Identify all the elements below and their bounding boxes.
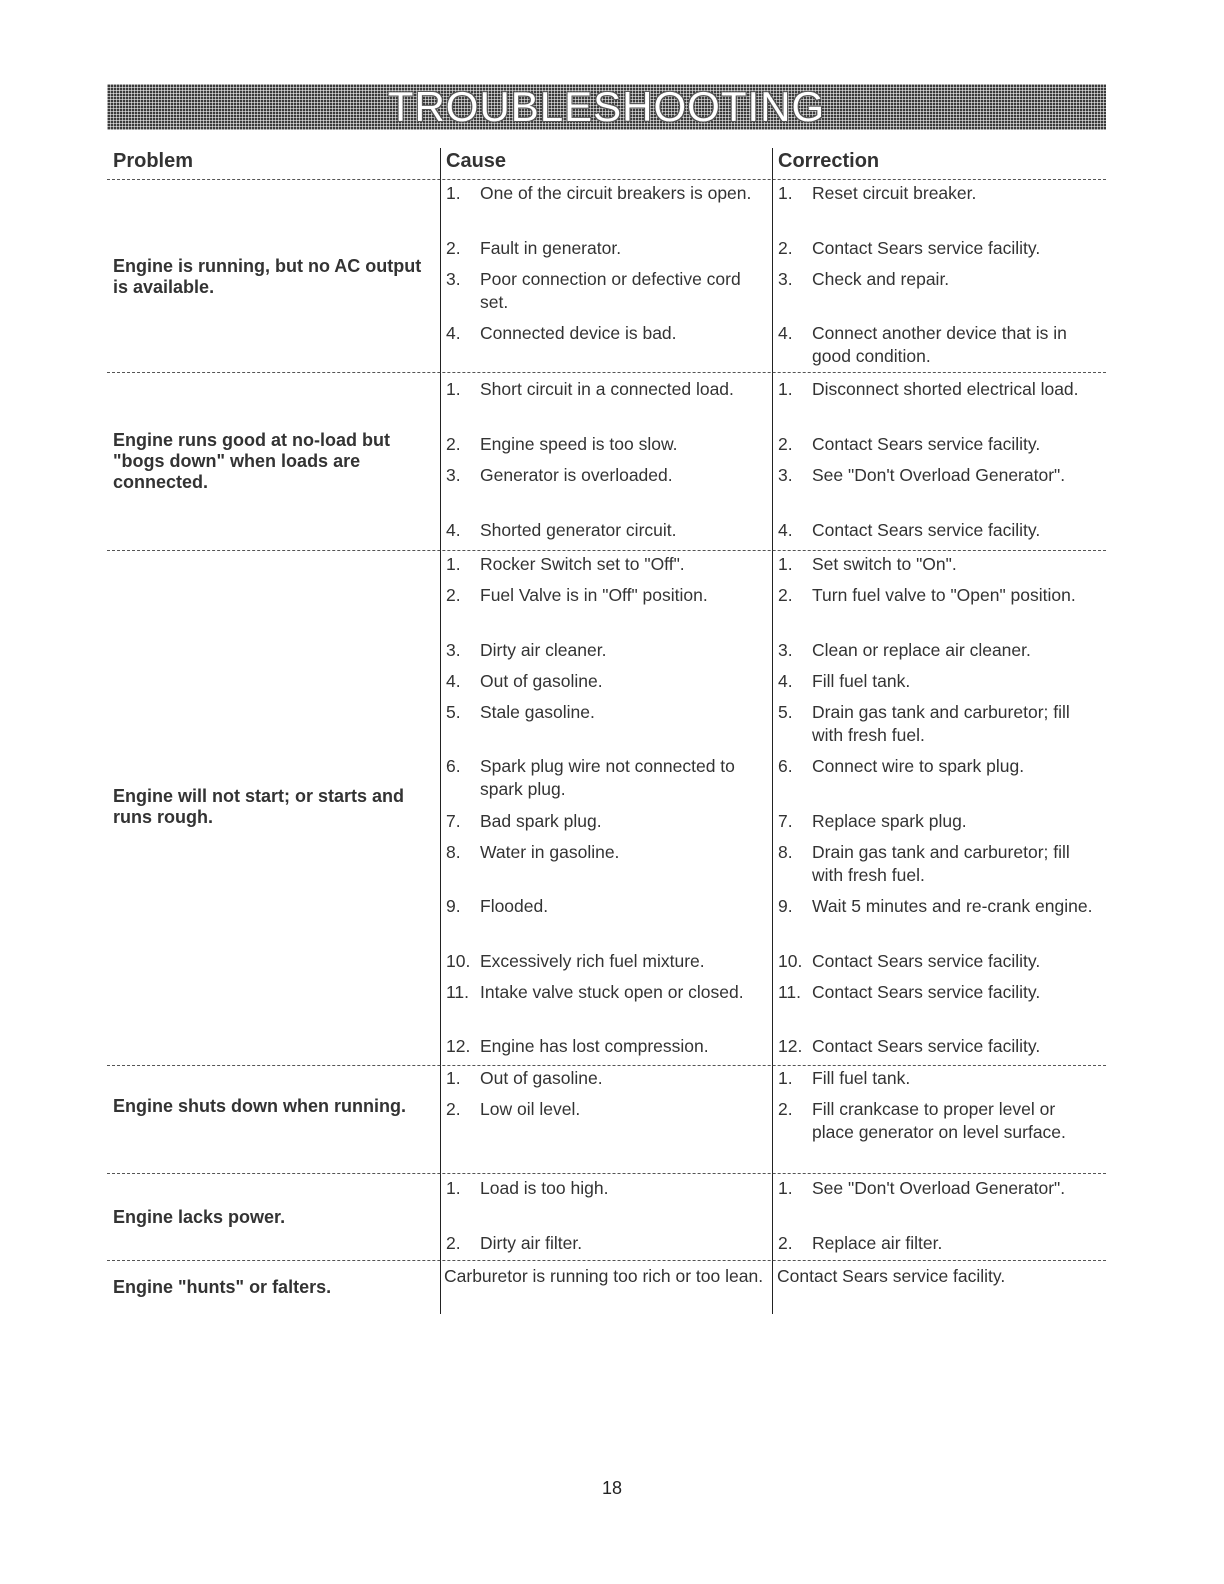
item-text: Reset circuit breaker. [812, 183, 977, 203]
cause-item [446, 1067, 764, 1090]
problem-text: Engine will not start; or starts and runs rough. [113, 786, 405, 827]
cause-item [446, 810, 764, 833]
cause-item [446, 1232, 764, 1255]
correction-item [778, 182, 1100, 205]
item-number: 5. [778, 702, 793, 722]
correction-item [778, 701, 1100, 747]
correction-item [778, 1035, 1100, 1058]
cause-item [446, 1035, 764, 1058]
cause-item [446, 950, 764, 973]
item-text: Dirty air filter. [480, 1233, 583, 1253]
row-divider [107, 372, 1106, 373]
problem-text: Engine runs good at no-load but "bogs down" when loads are connected. [113, 430, 390, 492]
correction-item [778, 464, 1100, 487]
item-number: 11. [778, 982, 802, 1002]
item-number: 3. [446, 640, 461, 660]
cause-text: Carburetor is running too rich or too lean. [444, 1266, 764, 1286]
item-number: 4. [778, 520, 793, 540]
correction-item [778, 433, 1100, 456]
item-number: 2. [446, 1099, 461, 1119]
item-text: See "Don't Overload Generator". [812, 1178, 1066, 1198]
item-number: 6. [778, 756, 793, 776]
item-number: 1. [446, 379, 461, 399]
correction-item [778, 1067, 1100, 1090]
item-text: Set switch to "On". [812, 554, 957, 574]
correction-item [778, 1232, 1100, 1255]
item-text: Replace air filter. [812, 1233, 943, 1253]
item-number: 2. [778, 238, 793, 258]
item-number: 10. [778, 951, 803, 971]
item-number: 12. [778, 1036, 803, 1056]
title-banner [107, 84, 1106, 130]
item-text: Shorted generator circuit. [480, 520, 677, 540]
item-number: 2. [446, 1233, 461, 1253]
item-number: 10. [446, 951, 471, 971]
header-divider [107, 179, 1106, 180]
item-text: Flooded. [480, 896, 549, 916]
column-header-problem: Problem [113, 150, 194, 172]
cause-item [446, 433, 764, 456]
cause-item [446, 981, 764, 1004]
item-number: 2. [446, 585, 461, 605]
item-text: Fill crankcase to proper level or place generator on level surface. [812, 1099, 1066, 1142]
correction-item [778, 895, 1100, 918]
item-number: 7. [778, 811, 793, 831]
cause-item [446, 895, 764, 918]
item-text: Contact Sears service facility. [812, 238, 1041, 258]
correction-item [778, 584, 1100, 607]
item-number: 3. [446, 269, 461, 289]
correction-item [778, 237, 1100, 260]
item-text: Wait 5 minutes and re-crank engine. [812, 896, 1093, 916]
item-text: Check and repair. [812, 269, 950, 289]
correction-item [778, 755, 1100, 778]
item-number: 1. [778, 1068, 793, 1088]
cause-item [446, 1098, 764, 1121]
correction-item [778, 981, 1100, 1004]
item-number: 1. [446, 1178, 461, 1198]
item-text: Bad spark plug. [480, 811, 602, 831]
item-text: Engine speed is too slow. [480, 434, 678, 454]
item-text: Turn fuel valve to "Open" position. [812, 585, 1076, 605]
item-text: Contact Sears service facility. [812, 951, 1041, 971]
item-text: Fault in generator. [480, 238, 622, 258]
item-number: 8. [446, 842, 461, 862]
item-number: 4. [778, 323, 793, 343]
correction-item [778, 378, 1100, 401]
row-divider [107, 1173, 1106, 1174]
correction-item [778, 670, 1100, 693]
page-title: TROUBLESHOOTING [387, 83, 826, 130]
item-text: Disconnect shorted electrical load. [812, 379, 1079, 399]
cause-item [446, 322, 764, 345]
item-text: Stale gasoline. [480, 702, 595, 722]
item-text: Poor connection or defective cord set. [480, 269, 741, 312]
item-text: Connect another device that is in good condition. [812, 323, 1067, 366]
item-text: Water in gasoline. [480, 842, 620, 862]
item-number: 2. [446, 434, 461, 454]
correction-item [778, 950, 1100, 973]
item-text: Fill fuel tank. [812, 1068, 911, 1088]
item-text: Out of gasoline. [480, 1068, 603, 1088]
cause-item [446, 670, 764, 693]
item-number: 3. [778, 269, 793, 289]
item-number: 6. [446, 756, 461, 776]
item-number: 3. [778, 465, 793, 485]
item-number: 9. [778, 896, 793, 916]
item-text: Short circuit in a connected load. [480, 379, 734, 399]
item-text: Engine has lost compression. [480, 1036, 709, 1056]
row-divider [107, 1065, 1106, 1066]
item-text: One of the circuit breakers is open. [480, 183, 752, 203]
item-number: 1. [778, 554, 793, 574]
item-number: 9. [446, 896, 461, 916]
item-text: Spark plug wire not connected to spark plug. [480, 756, 735, 799]
correction-item [778, 553, 1100, 576]
problem-text: Engine "hunts" or falters. [113, 1277, 332, 1297]
item-text: Low oil level. [480, 1099, 581, 1119]
item-text: Out of gasoline. [480, 671, 603, 691]
item-number: 1. [778, 379, 793, 399]
cause-item [446, 639, 764, 662]
item-text: Excessively rich fuel mixture. [480, 951, 705, 971]
cause-item [446, 378, 764, 401]
cause-item [446, 841, 764, 864]
row-divider [107, 1260, 1106, 1261]
item-number: 3. [778, 640, 793, 660]
correction-item [778, 268, 1100, 291]
page-number: 18 [601, 1478, 623, 1498]
correction-item [778, 1098, 1100, 1144]
item-number: 4. [446, 671, 461, 691]
item-text: Contact Sears service facility. [812, 1036, 1041, 1056]
cause-item [446, 237, 764, 260]
column-divider-cause [440, 148, 441, 1314]
problem-text: Engine lacks power. [113, 1207, 286, 1227]
correction-item [778, 1177, 1100, 1200]
column-divider-correction [772, 148, 773, 1314]
correction-item [778, 519, 1100, 542]
item-text: Intake valve stuck open or closed. [480, 982, 744, 1002]
item-number: 1. [778, 1178, 793, 1198]
correction-item [778, 810, 1100, 833]
correction-text: Contact Sears service facility. [777, 1266, 1006, 1286]
correction-item [778, 841, 1100, 887]
column-header-correction: Correction [778, 150, 880, 172]
item-number: 5. [446, 702, 461, 722]
item-text: Fuel Valve is in "Off" position. [480, 585, 708, 605]
item-text: Connect wire to spark plug. [812, 756, 1025, 776]
problem-text: Engine shuts down when running. [113, 1096, 406, 1116]
item-text: Drain gas tank and carburetor; fill with fresh fuel. [812, 842, 1070, 885]
item-text: Load is too high. [480, 1178, 609, 1198]
item-number: 8. [778, 842, 793, 862]
item-number: 2. [446, 238, 461, 258]
cause-item [446, 182, 764, 205]
row-divider [107, 550, 1106, 551]
item-number: 2. [778, 1233, 793, 1253]
column-header-cause: Cause [446, 150, 507, 172]
correction-item [778, 639, 1100, 662]
cause-item [446, 268, 764, 314]
cause-item [446, 584, 764, 607]
item-text: Clean or replace air cleaner. [812, 640, 1031, 660]
item-text: Generator is overloaded. [480, 465, 673, 485]
item-number: 12. [446, 1036, 471, 1056]
cause-item [446, 701, 764, 724]
item-number: 2. [778, 1099, 793, 1119]
item-text: Connected device is bad. [480, 323, 677, 343]
problem-text: Engine is running, but no AC output is available. [113, 256, 422, 297]
item-number: 1. [446, 1068, 461, 1088]
item-text: Drain gas tank and carburetor; fill with fresh fuel. [812, 702, 1070, 745]
item-number: 11. [446, 982, 470, 1002]
item-text: Fill fuel tank. [812, 671, 911, 691]
item-text: Contact Sears service facility. [812, 434, 1041, 454]
item-number: 7. [446, 811, 461, 831]
item-number: 4. [446, 520, 461, 540]
cause-item [446, 755, 764, 801]
cause-item [446, 553, 764, 576]
item-text: Contact Sears service facility. [812, 520, 1041, 540]
cause-item [446, 519, 764, 542]
item-text: Contact Sears service facility. [812, 982, 1041, 1002]
correction-item [778, 322, 1100, 368]
item-number: 1. [446, 554, 461, 574]
item-number: 2. [778, 434, 793, 454]
item-number: 1. [778, 183, 793, 203]
cause-item [446, 464, 764, 487]
item-number: 1. [446, 183, 461, 203]
item-number: 2. [778, 585, 793, 605]
item-number: 4. [778, 671, 793, 691]
cause-item [446, 1177, 764, 1200]
item-text: Dirty air cleaner. [480, 640, 607, 660]
item-text: See "Don't Overload Generator". [812, 465, 1066, 485]
item-number: 4. [446, 323, 461, 343]
item-text: Rocker Switch set to "Off". [480, 554, 685, 574]
item-text: Replace spark plug. [812, 811, 967, 831]
item-number: 3. [446, 465, 461, 485]
